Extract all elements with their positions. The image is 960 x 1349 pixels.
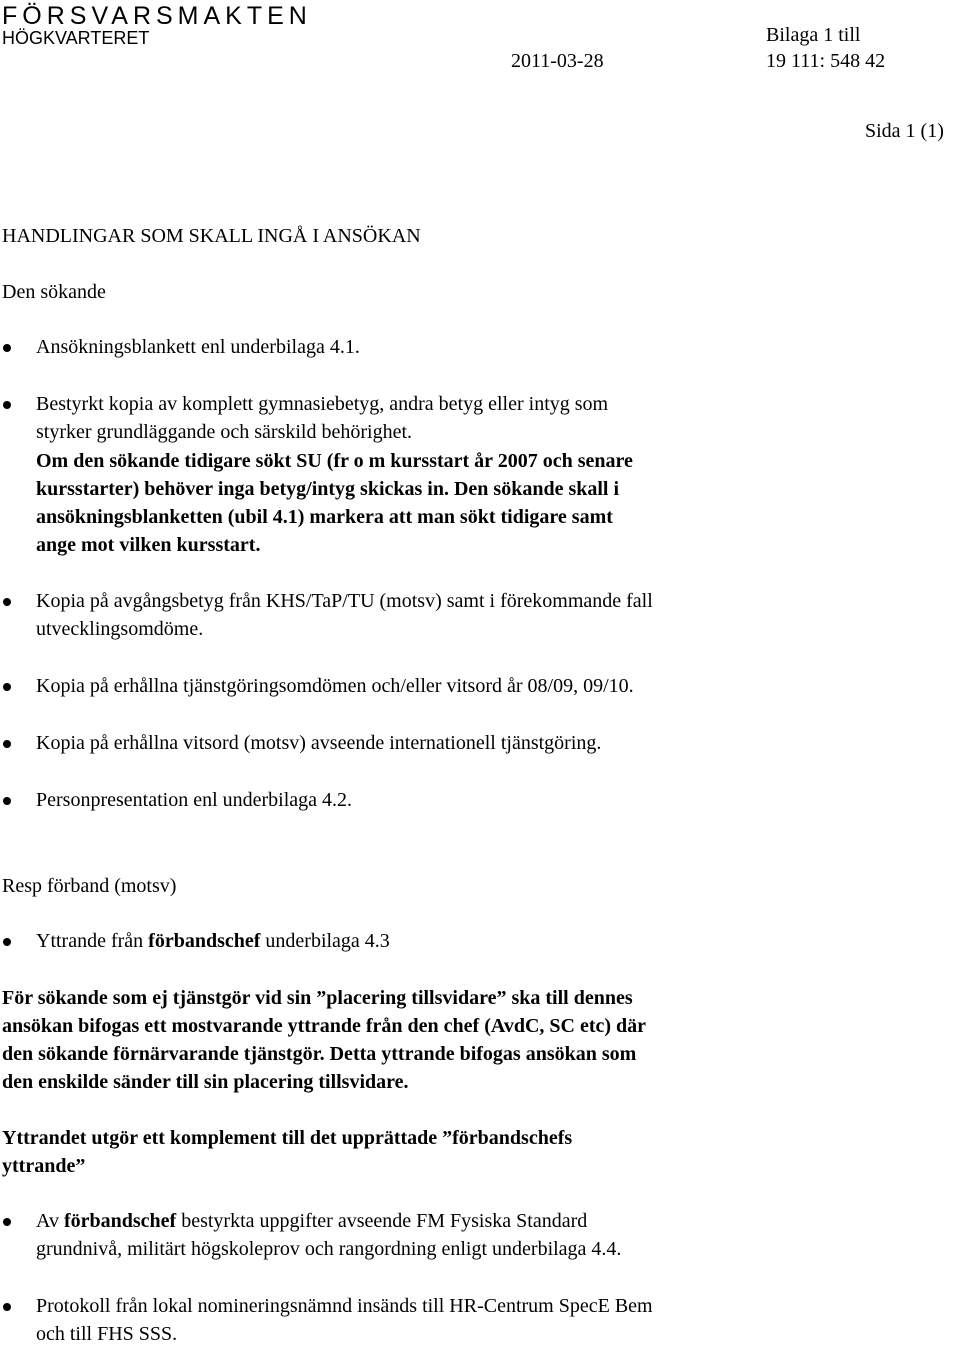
list-item-text (36, 1208, 956, 1236)
organization-unit: HÖGKVARTERET (2, 28, 150, 48)
bullet-icon (3, 344, 11, 352)
list-item-text: Kopia på erhållna tjänstgöringsomdömen och/eller vitsord år 08/09, 09/10. (36, 675, 634, 697)
list-item-text: Ansökningsblankett enl underbilaga 4.1. (36, 336, 360, 358)
bullet-icon (3, 598, 11, 606)
list-item-text: Kopia på avgångsbetyg från KHS/TaP/TU (motsv) samt i förekommande fall (36, 590, 653, 612)
page-indicator: Sida 1 (1) (865, 120, 944, 142)
text-run: bestyrkta uppgifter avseende FM Fysiska Standard (176, 1210, 588, 1232)
bilaga-label: Bilaga 1 till (766, 24, 861, 46)
list-item-text: Kopia på erhållna vitsord (motsv) avseende internationell tjänstgöring. (36, 732, 602, 754)
organization-name: FÖRSVARSMAKTEN (2, 2, 312, 30)
text-run: underbilaga 4.3 (260, 930, 390, 952)
bullet-icon (3, 683, 11, 691)
list-item-text: utvecklingsomdöme. (36, 618, 204, 640)
bullet-icon (3, 1303, 11, 1311)
list-item-text: Bestyrkt kopia av komplett gymnasiebetyg, andra betyg eller intyg som (36, 393, 609, 415)
paragraph-line: yttrande” (2, 1155, 86, 1177)
document-title: HANDLINGAR SOM SKALL INGÅ I ANSÖKAN (2, 225, 421, 247)
paragraph-line: För sökande som ej tjänstgör vid sin ”placering tillsvidare” ska till dennes (2, 987, 633, 1009)
bold-text-run: förbandschef (63, 1210, 177, 1232)
paragraph-line: Yttrandet utgör ett komplement till det upprättade ”förbandschefs (2, 1127, 573, 1149)
bullet-icon (3, 938, 11, 946)
section-heading-resp-forband: Resp förband (motsv) (2, 875, 177, 897)
list-item-note: kursstarter) behöver inga betyg/intyg skickas in. Den sökande skall i (36, 478, 620, 500)
paragraph-line: ansökan bifogas ett mostvarande yttrande från den chef (AvdC, SC etc) där (2, 1015, 647, 1037)
bullet-icon (3, 1218, 11, 1226)
list-item-note: Om den sökande tidigare sökt SU (fr o m kursstart år 2007 och senare (36, 450, 633, 472)
reference-number: 19 111: 548 42 (766, 50, 886, 72)
bullet-icon (3, 401, 11, 409)
bold-text-run: förbandschef (148, 930, 261, 952)
paragraph-line: den sökande förnärvarande tjänstgör. Detta yttrande bifogas ansökan som (2, 1043, 637, 1065)
text-run: Yttrande från (36, 930, 149, 952)
list-item-text (36, 928, 956, 956)
paragraph-line: den enskilde sänder till sin placering tillsvidare. (2, 1071, 409, 1093)
section-heading-den-sokande: Den sökande (2, 281, 106, 303)
list-item-note: ansökningsblanketten (ubil 4.1) markera att man sökt tidigare samt (36, 506, 613, 528)
text-run: Av (36, 1210, 64, 1232)
list-item-text: Protokoll från lokal nomineringsnämnd insänds till HR-Centrum SpecE Bem (36, 1295, 653, 1317)
document-date: 2011-03-28 (511, 50, 604, 72)
bullet-icon (3, 740, 11, 748)
list-item-text: och till FHS SSS. (36, 1323, 178, 1345)
list-item-text: styrker grundläggande och särskild behörighet. (36, 421, 413, 443)
list-item-text: Personpresentation enl underbilaga 4.2. (36, 789, 353, 811)
bullet-icon (3, 797, 11, 805)
list-item-note: ange mot vilken kursstart. (36, 534, 261, 556)
list-item-text: grundnivå, militärt högskoleprov och rangordning enligt underbilaga 4.4. (36, 1238, 622, 1260)
